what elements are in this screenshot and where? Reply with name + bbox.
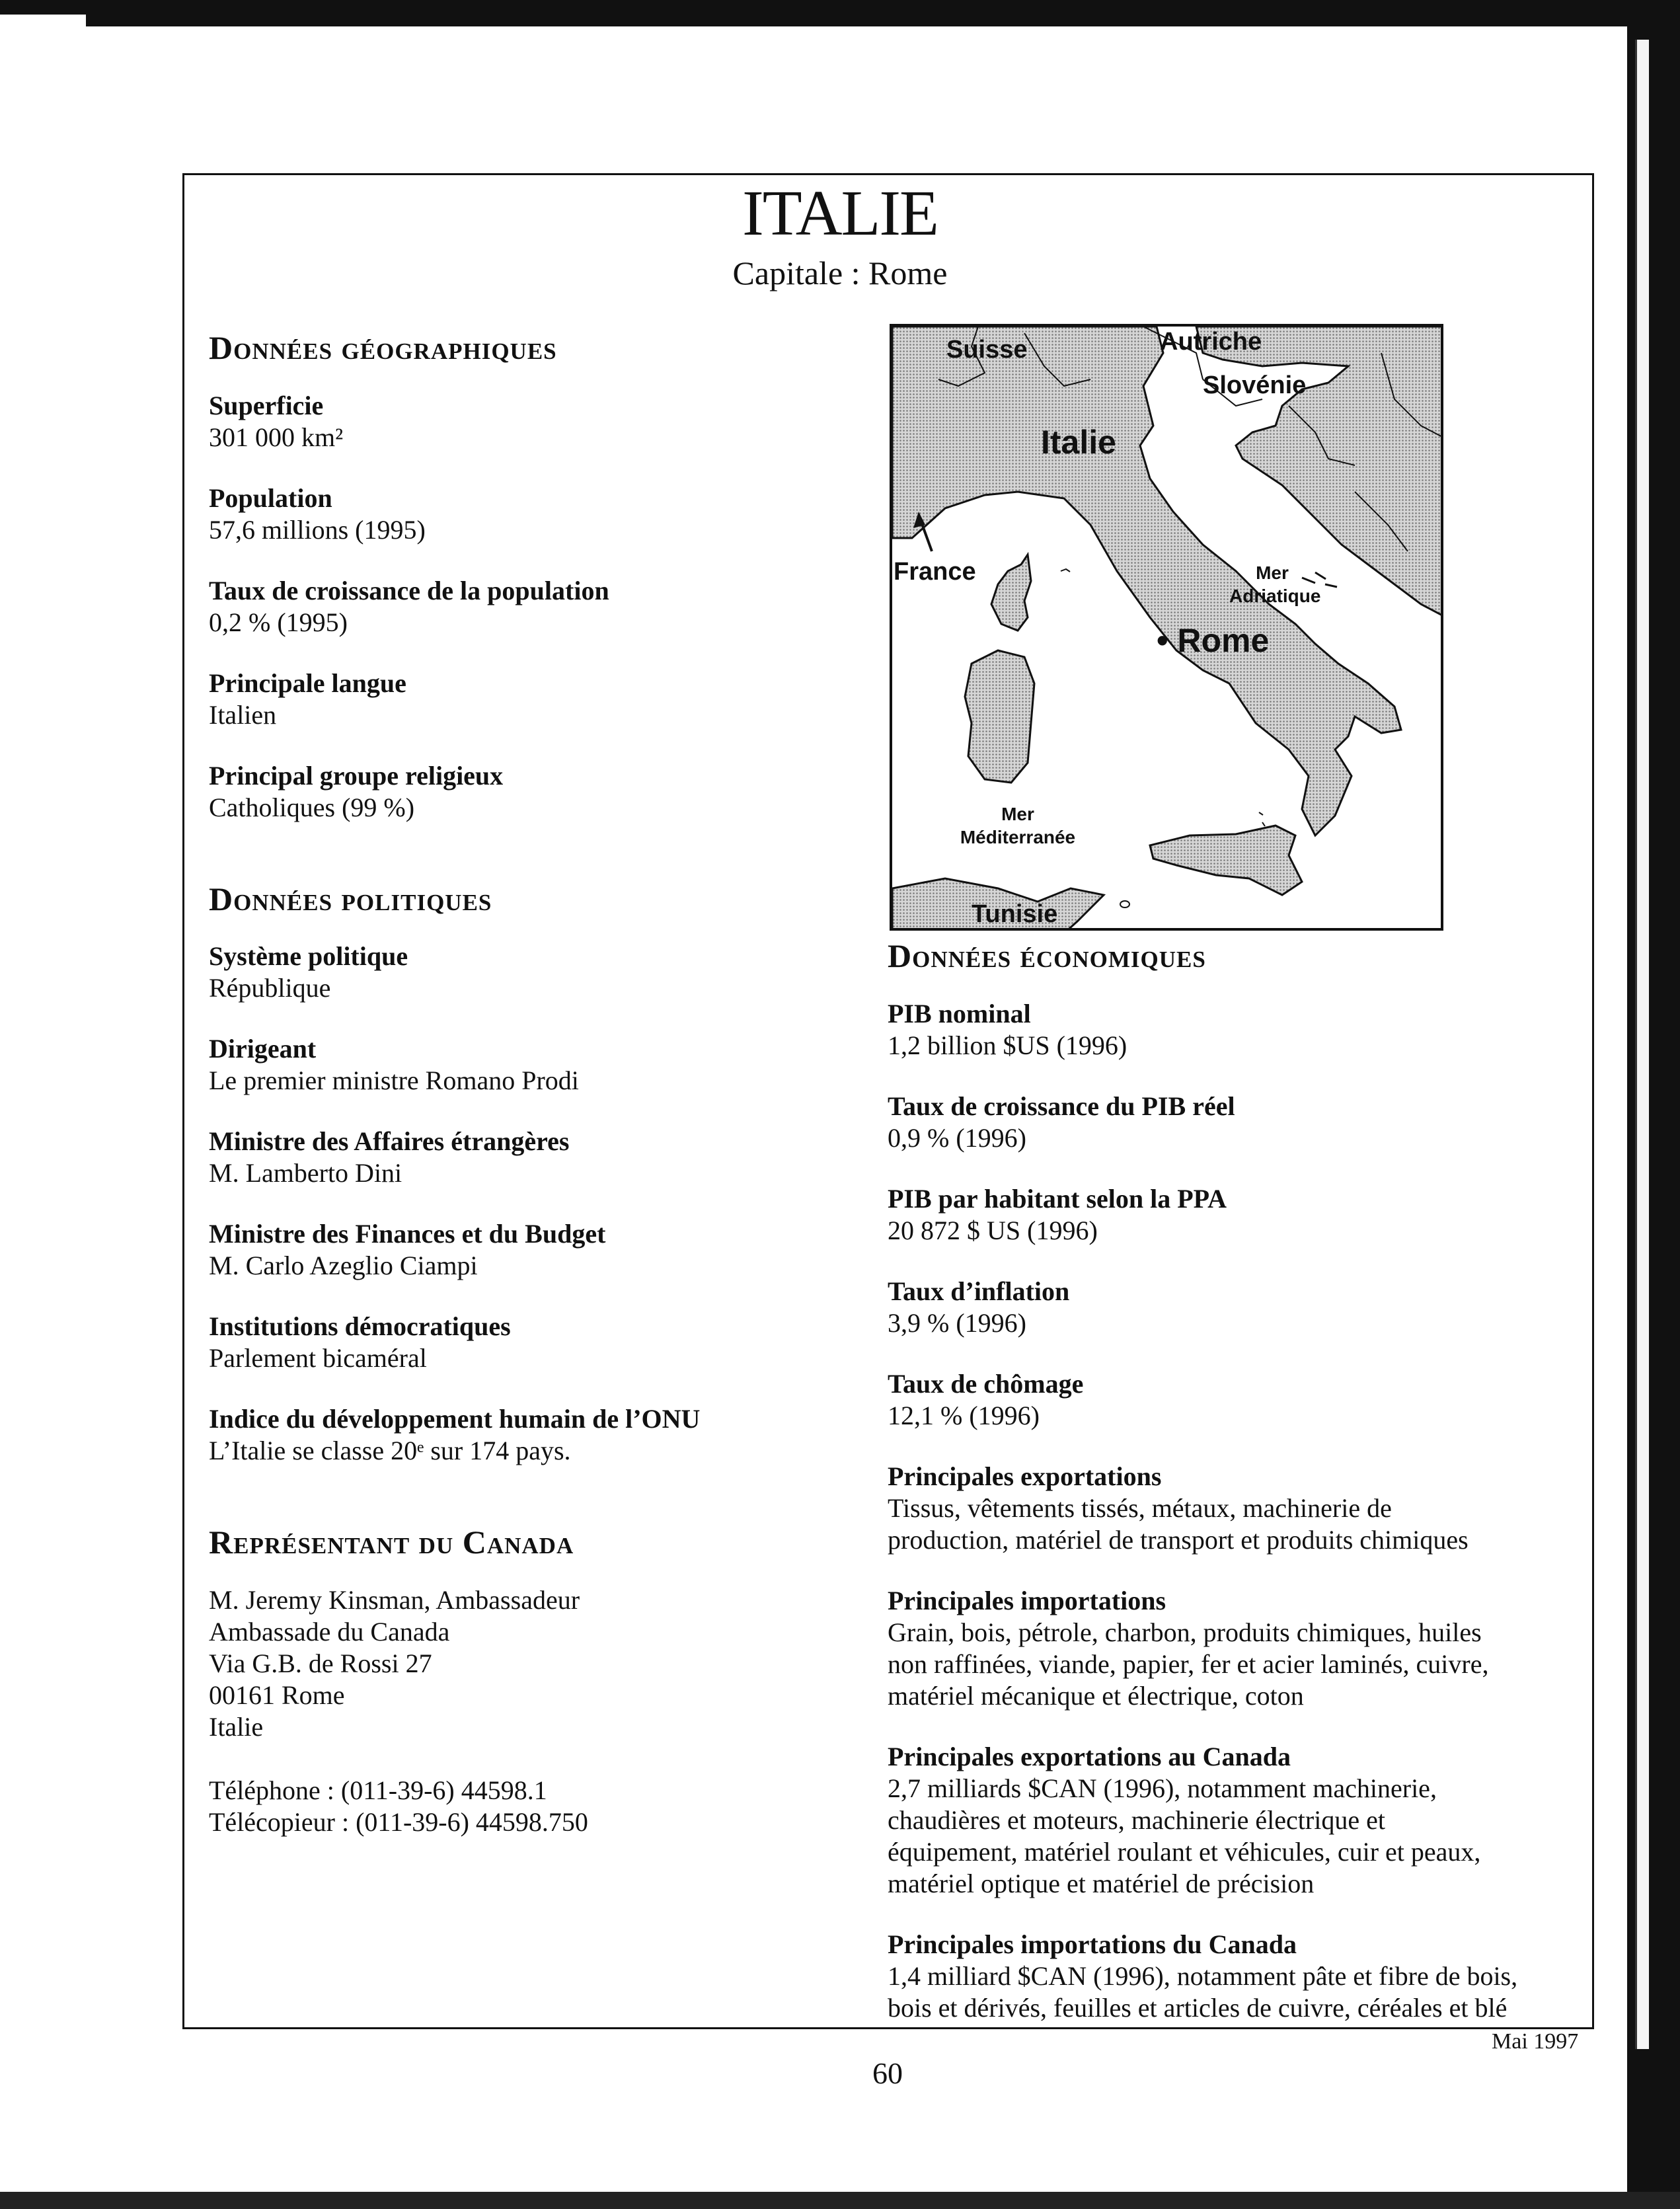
- map-label-line: Adriatique: [1229, 586, 1321, 606]
- field-imports: [888, 1585, 1575, 1712]
- field-population: [209, 483, 870, 546]
- field-leader: [209, 1033, 870, 1097]
- map-label-italie: Italie: [1041, 424, 1116, 461]
- field-value: 3,9 % (1996): [888, 1307, 1026, 1338]
- map-label-slovenie: Slovénie: [1203, 371, 1307, 399]
- field-institutions: [209, 1311, 870, 1374]
- field-label: Principales exportations: [888, 1461, 1162, 1491]
- field-value: matériel mécanique et électrique, coton: [888, 1680, 1304, 1711]
- field-pib-growth: [888, 1091, 1575, 1154]
- field-value: 1,4 milliard $CAN (1996), notamment pâte et fibre de bois,: [888, 1960, 1518, 1991]
- field-value: Italien: [209, 699, 277, 730]
- field-pib-per-capita: [888, 1183, 1575, 1247]
- section-title-canada-rep: Représentant du Canada: [209, 1524, 574, 1561]
- page-title: ITALIE: [742, 178, 938, 249]
- phone-number: Téléphone : (011-39-6) 44598.1: [209, 1775, 547, 1805]
- sicily-shape: [1150, 826, 1302, 895]
- field-value: Catholiques (99 %): [209, 792, 415, 822]
- field-value: bois et dérivés, feuilles et articles de cuivre, céréales et blé: [888, 1992, 1508, 2023]
- field-value: non raffinées, viande, papier, fer et acier laminés, cuivre,: [888, 1648, 1489, 1679]
- field-superficie: [209, 390, 870, 453]
- corsica-shape: [991, 555, 1031, 631]
- address-line: Italie: [209, 1711, 264, 1742]
- map-label-mer-adriatique: [1229, 561, 1321, 607]
- field-value: 20 872 $ US (1996): [888, 1215, 1098, 1245]
- address-line: Ambassade du Canada: [209, 1616, 450, 1647]
- field-imports-from-canada: [888, 1929, 1575, 2024]
- italy-map: [890, 324, 1443, 931]
- map-label-line: Méditerranée: [960, 827, 1076, 847]
- field-value: Tissus, vêtements tissés, métaux, machinerie de: [888, 1492, 1392, 1523]
- field-label: Institutions démocratiques: [209, 1311, 511, 1341]
- address-line: 00161 Rome: [209, 1680, 345, 1710]
- field-value: Parlement bicaméral: [209, 1343, 427, 1373]
- section-title-economy: Données économiques: [888, 937, 1206, 974]
- field-language: [209, 668, 870, 731]
- publication-date: Mai 1997: [1492, 2029, 1579, 2054]
- capital-subtitle: Capitale : Rome: [732, 254, 948, 291]
- field-hdi: [209, 1403, 870, 1467]
- field-label: Taux de chômage: [888, 1368, 1084, 1399]
- field-value: 301 000 km²: [209, 422, 344, 452]
- scan-edge-top-left: [0, 0, 86, 15]
- sardinia-shape: [965, 650, 1034, 783]
- field-value: 1,2 billion $US (1996): [888, 1030, 1127, 1060]
- map-label-autriche: Autriche: [1160, 328, 1262, 356]
- scan-page-curl: [1635, 40, 1649, 2049]
- field-label: Superficie: [209, 390, 324, 420]
- scan-edge-top: [86, 0, 1680, 26]
- field-value: L’Italie se classe 20ᵉ sur 174 pays.: [209, 1436, 571, 1465]
- map-label-line: Mer: [1256, 562, 1289, 583]
- field-exports-to-canada: [888, 1741, 1575, 1900]
- field-label: Ministre des Finances et du Budget: [209, 1219, 606, 1249]
- field-value: équipement, matériel roulant et véhicules, cuir et peaux,: [888, 1836, 1481, 1867]
- field-label: PIB par habitant selon la PPA: [888, 1183, 1227, 1214]
- address-line: Via G.B. de Rossi 27: [209, 1648, 432, 1678]
- field-value: M. Lamberto Dini: [209, 1158, 402, 1188]
- field-label: Taux de croissance de la population: [209, 575, 609, 605]
- field-label: Indice du développement humain de l’ONU: [209, 1404, 701, 1434]
- scan-edge-bottom: [0, 2192, 1680, 2209]
- field-value: production, matériel de transport et produits chimiques: [888, 1524, 1469, 1555]
- field-value: 0,9 % (1996): [888, 1122, 1026, 1153]
- map-label-line: Mer: [1001, 804, 1034, 824]
- field-value: 12,1 % (1996): [888, 1400, 1040, 1430]
- field-value: République: [209, 973, 331, 1003]
- field-label: Principal groupe religieux: [209, 760, 504, 791]
- field-label: Taux d’inflation: [888, 1276, 1070, 1306]
- field-exports: [888, 1461, 1575, 1556]
- map-label-tunisie: Tunisie: [972, 900, 1058, 928]
- map-label-suisse: Suisse: [946, 336, 1028, 364]
- field-label: Taux de croissance du PIB réel: [888, 1091, 1235, 1121]
- field-value: 0,2 % (1995): [209, 607, 348, 637]
- field-label: PIB nominal: [888, 998, 1031, 1028]
- field-value: chaudières et moteurs, machinerie électrique et: [888, 1804, 1385, 1835]
- field-value: 2,7 milliards $CAN (1996), notamment machinerie,: [888, 1773, 1437, 1803]
- address-line: M. Jeremy Kinsman, Ambassadeur: [209, 1584, 580, 1615]
- fax-number: Télécopieur : (011-39-6) 44598.750: [209, 1806, 588, 1837]
- field-finance-minister: [209, 1218, 870, 1282]
- field-label: Principales importations: [888, 1585, 1166, 1615]
- field-label: Population: [209, 483, 332, 513]
- field-religion: [209, 760, 870, 824]
- field-population-growth: [209, 575, 870, 639]
- field-value: Grain, bois, pétrole, charbon, produits chimiques, huiles: [888, 1617, 1482, 1647]
- field-unemployment: [888, 1368, 1575, 1432]
- section-title-politics: Données politiques: [209, 880, 492, 917]
- right-column: [888, 937, 1575, 2053]
- field-foreign-minister: [209, 1126, 870, 1189]
- field-label: Système politique: [209, 941, 408, 971]
- field-value: 57,6 millions (1995): [209, 514, 426, 545]
- left-column: [209, 329, 870, 1838]
- map-label-rome: • Rome: [1157, 622, 1270, 659]
- field-value: Le premier ministre Romano Prodi: [209, 1066, 579, 1095]
- field-label: Principale langue: [209, 668, 406, 698]
- field-label: Dirigeant: [209, 1034, 317, 1064]
- field-inflation: [888, 1276, 1575, 1339]
- field-value: matériel optique et matériel de précision: [888, 1868, 1315, 1898]
- field-value: M. Carlo Azeglio Ciampi: [209, 1251, 478, 1280]
- map-label-france: France: [894, 558, 976, 586]
- field-pib-nominal: [888, 998, 1575, 1062]
- field-label: Ministre des Affaires étrangères: [209, 1126, 570, 1156]
- section-title-geo: Données géographiques: [209, 329, 557, 366]
- map-label-mer-mediterranee: [938, 802, 1097, 849]
- page-number: 60: [872, 2056, 903, 2090]
- field-political-system: [209, 941, 870, 1004]
- field-label: Principales exportations au Canada: [888, 1741, 1291, 1771]
- field-label: Principales importations du Canada: [888, 1929, 1297, 1959]
